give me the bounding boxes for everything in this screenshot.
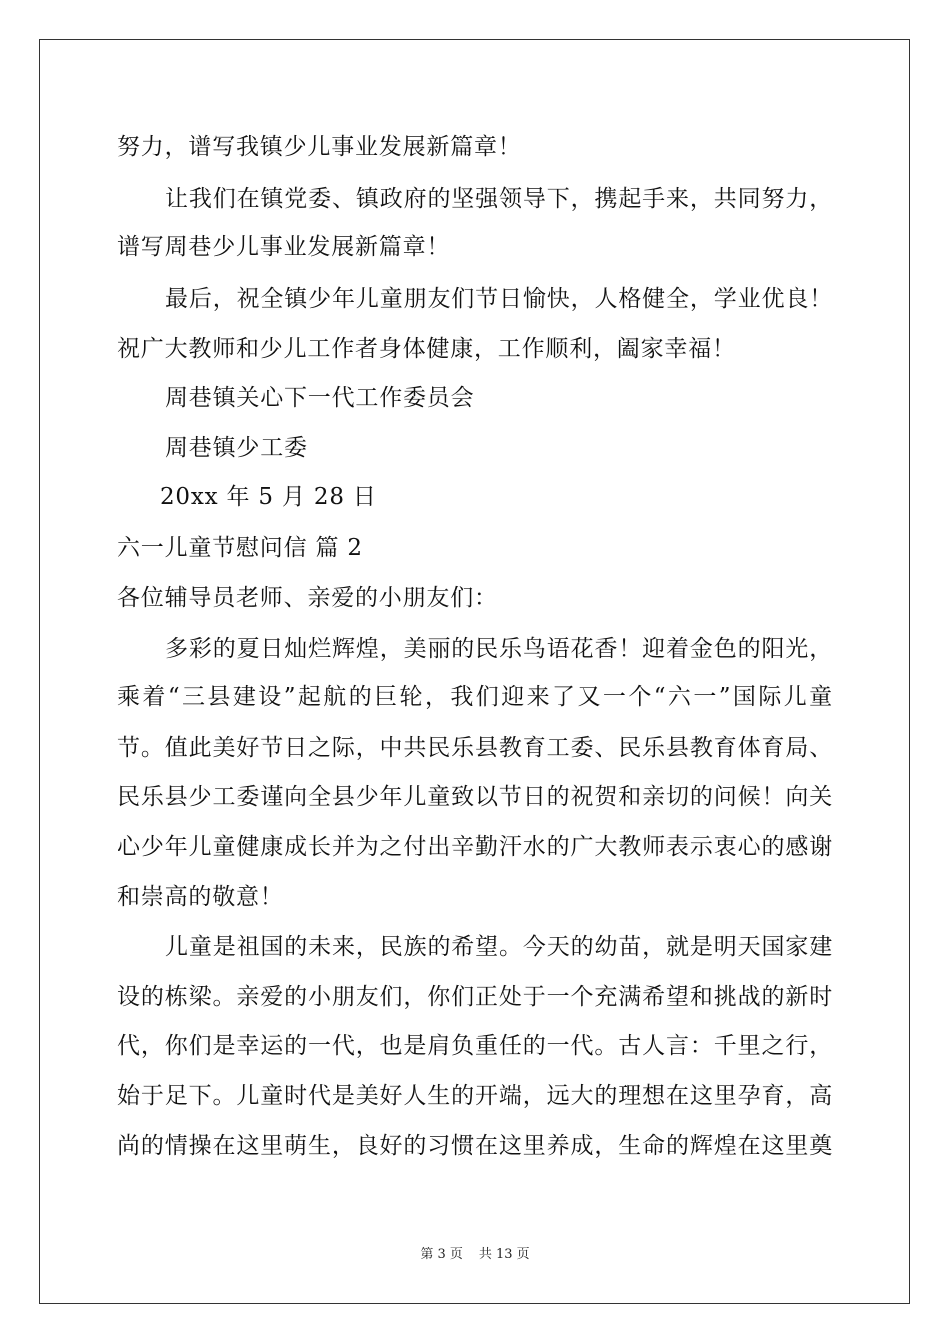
text-line: 设的栋梁。亲爱的小朋友们，你们正处于一个充满希望和挑战的新时	[117, 984, 833, 1010]
page-footer	[0, 1247, 950, 1263]
text-line: 和崇高的敬意！	[117, 884, 284, 910]
text-line: 节。值此美好节日之际，中共民乐县教育工委、民乐县教育体育局、	[117, 735, 833, 761]
text-line: 乘着“三县建设”起航的巨轮，我们迎来了又一个“六一”国际儿童	[117, 684, 833, 710]
signature-organization: 周巷镇少工委	[165, 435, 308, 461]
text-line: 儿童是祖国的未来，民族的希望。今天的幼苗，就是明天国家建	[165, 934, 833, 960]
text-line: 心少年儿童健康成长并为之付出辛勤汗水的广大教师表示衷心的感谢	[117, 834, 833, 860]
text-line: 努力，谱写我镇少儿事业发展新篇章！	[117, 134, 522, 160]
text-line: 让我们在镇党委、镇政府的坚强领导下，携起手来，共同努力，	[165, 186, 833, 212]
text-line: 民乐县少工委谨向全县少年儿童致以节日的祝贺和亲切的问候！向关	[117, 784, 833, 810]
text-line: 谱写周巷少儿事业发展新篇章！	[117, 234, 451, 260]
page-frame	[39, 39, 910, 1304]
text-line: 祝广大教师和少儿工作者身体健康，工作顺利，阖家幸福！	[117, 336, 736, 362]
text-line: 始于足下。儿童时代是美好人生的开端，远大的理想在这里孕育，高	[117, 1083, 833, 1109]
page-number: 第 3 页	[420, 1247, 463, 1262]
page-total: 共 13 页	[478, 1247, 530, 1262]
text-line: 代，你们是幸运的一代，也是肩负重任的一代。古人言：千里之行，	[117, 1033, 833, 1059]
salutation: 各位辅导员老师、亲爱的小朋友们：	[117, 585, 498, 611]
signature-organization: 周巷镇关心下一代工作委员会	[165, 385, 475, 411]
text-line: 尚的情操在这里萌生，良好的习惯在这里养成，生命的辉煌在这里奠	[117, 1133, 833, 1159]
text-line: 多彩的夏日灿烂辉煌，美丽的民乐鸟语花香！迎着金色的阳光，	[165, 636, 833, 662]
section-heading: 六一儿童节慰问信 篇 2	[117, 535, 363, 561]
letter-date: 20xx 年 5 月 28 日	[160, 484, 377, 510]
text-line: 最后，祝全镇少年儿童朋友们节日愉快，人格健全，学业优良！	[165, 286, 833, 312]
